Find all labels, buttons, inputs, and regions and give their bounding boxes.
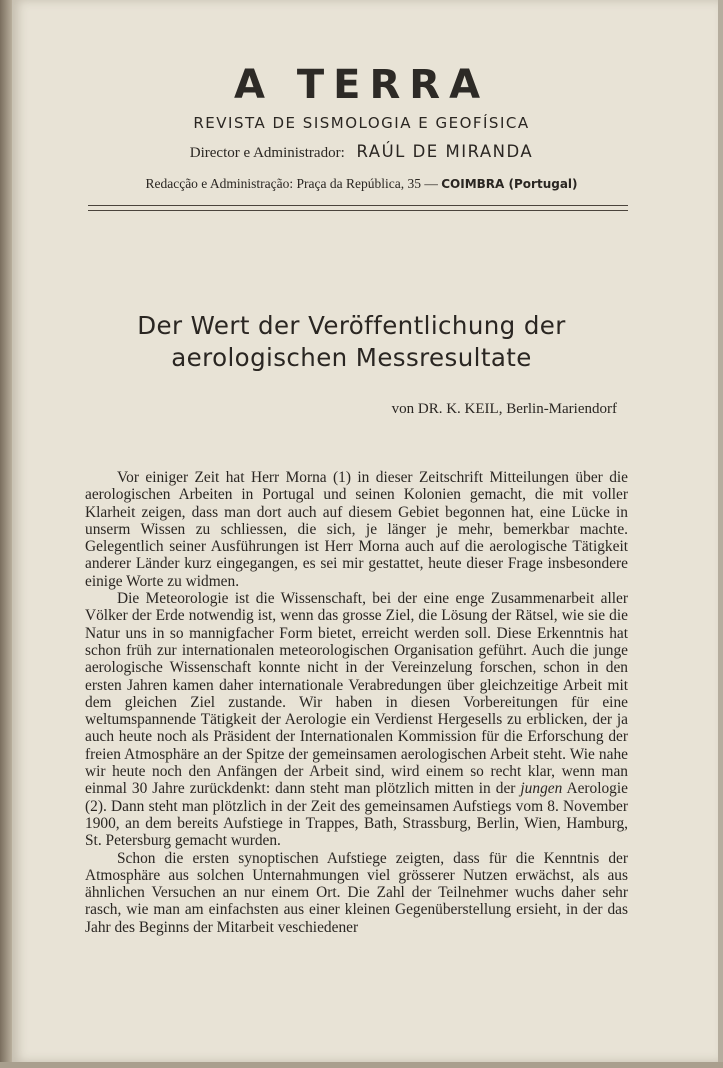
director-label: Director e Administrador: bbox=[189, 145, 345, 161]
page-edge-bottom bbox=[0, 1062, 723, 1068]
director-name: RAÚL DE MIRANDA bbox=[356, 142, 534, 161]
paragraph-3: Schon die ersten synoptischen Aufstiege zeigten, dass für die Kenntnis der Atmosphäre aus solchen Unternahmungen viel grösserer Nutzen erwächst, als aus ähnlichen Versuchen an nur einem Ort. Die Zahl der Teilnehmer wuchs daher sehr rasch, wie man am einfachsten aus einer kleinen Gegenüberstellung ersieht, in der das Jahr des Beginns der Mitarbeit veschiedener bbox=[85, 849, 628, 936]
journal-director bbox=[0, 142, 723, 162]
paragraph-2-italic: jungen bbox=[520, 780, 563, 798]
address-text: Redacção e Administração: Praça da República, 35 — bbox=[145, 176, 442, 191]
masthead-rule-bottom bbox=[88, 210, 628, 211]
masthead-rule-top bbox=[88, 205, 628, 206]
journal-address bbox=[0, 176, 723, 192]
article-title-line-1: Der Wert der Veröffentlichung der bbox=[137, 311, 566, 340]
paragraph-2-start: Die Meteorologie ist die Wissenschaft, bei der eine enge Zusammenarbeit aller Völker der Erde notwendig ist, wenn das grosse Ziel, die Lösung der Rätsel, wie sie die Natur uns in so mannigfacher Form bietet, erreicht werden soll. Diese Erkenntnis hat schon früh zur internationalen meteorologischen Organisation geführt. Auch die junge aerologische Wissenschaft konnte nicht in der Vereinzelung forschen, schon in den ersten Jahren kamen daher internationale Verabredungen über gleichzeitige Arbeit mit dem gleichen Ziel zustande. Wir haben in diesen Vorbereitungen für eine weltumspannende Tätigkeit der Aerologie ein Verdienst Hergesells zu erblicken, der ja auch heute noch als Präsident der Internationalen Kommission für die Erforschung der freien Atmosphäre an der Spitze der gemeinsamen aerologischen Arbeit steht. Wie nahe wir heute noch den Anfängen der Arbeit sind, wird einem so recht klar, wenn man einmal 30 Jahre zurückdenkt: dann steht man plötzlich mitten in der bbox=[85, 590, 628, 798]
article-byline: von DR. K. KEIL, Berlin-Mariendorf bbox=[391, 401, 617, 417]
address-city: COIMBRA (Portugal) bbox=[441, 177, 578, 191]
paragraph-2-end: Aerologie (2). Dann steht man plötzlich in der Zeit des gemeinsamen Aufstiegs vom 8. November 1900, an dem bereits Aufstiege in Trappes, Bath, Strassburg, Berlin, Wien, Hamburg, St. Petersburg gemacht wurden. bbox=[85, 780, 628, 850]
journal-title: A TERRA bbox=[233, 62, 490, 108]
paragraph-1: Vor einiger Zeit hat Herr Morna (1) in dieser Zeitschrift Mitteilungen über die aerologischen Arbeiten in Portugal und seinen Kolonien gemacht, die mit voller Klarheit zeigen, dass man dort auch auf diesem Gebiet begonnen hat, eine Lücke in unserm Wissen zu schliessen, die sich, je länger je mehr, bemerkbar machte. Gelegentlich seiner Ausführungen ist Herr Morna auch auf die aerologische Tätigkeit anderer Länder kurz eingegangen, es sei mir gestattet, heute dieser Frage insbesondere einige Worte zu widmen. bbox=[85, 469, 628, 590]
article-title bbox=[0, 310, 703, 374]
article-title-line-2: aerologischen Messresultate bbox=[171, 343, 532, 372]
article-body bbox=[85, 469, 628, 936]
journal-subtitle: REVISTA DE SISMOLOGIA E GEOFÍSICA bbox=[193, 114, 530, 132]
paragraph-2 bbox=[85, 590, 628, 849]
